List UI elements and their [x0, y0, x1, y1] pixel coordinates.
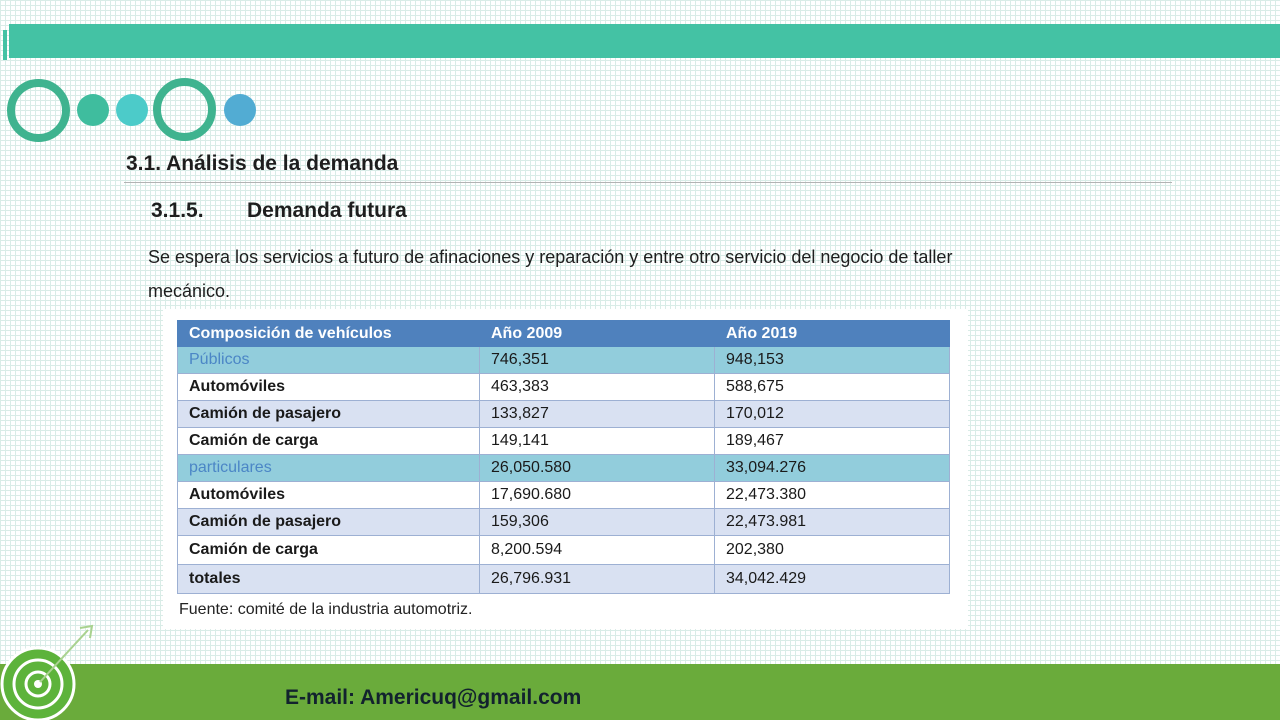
value-2019: 189,467	[715, 428, 950, 455]
dot-3	[224, 94, 256, 126]
table-row	[178, 401, 950, 428]
value-2009: 26,050.580	[480, 455, 715, 482]
value-2009: 463,383	[480, 374, 715, 401]
value-2019: 588,675	[715, 374, 950, 401]
bottom-accent-bar	[0, 664, 1280, 720]
table-row	[178, 509, 950, 536]
subsection-number: 3.1.5.	[151, 199, 204, 222]
header-composition: Composición de vehículos	[178, 321, 480, 347]
table-row	[178, 482, 950, 509]
table-image	[163, 309, 968, 629]
row-label: Automóviles	[178, 482, 480, 509]
row-label: Automóviles	[178, 374, 480, 401]
title-divider	[124, 182, 1172, 183]
value-2009: 26,796.931	[480, 565, 715, 594]
value-2009: 149,141	[480, 428, 715, 455]
table-row	[178, 536, 950, 565]
value-2019: 22,473.380	[715, 482, 950, 509]
subsection-heading	[151, 199, 407, 223]
ring-right	[153, 78, 216, 141]
table-row	[178, 347, 950, 374]
table-row	[178, 428, 950, 455]
top-bar-tick	[3, 30, 7, 60]
row-label: particulares	[178, 455, 480, 482]
row-label: Camión de pasajero	[178, 509, 480, 536]
table-row	[178, 374, 950, 401]
top-accent-bar	[9, 24, 1280, 58]
subsection-title: Demanda futura	[247, 199, 407, 222]
row-label: Públicos	[178, 347, 480, 374]
value-2009: 746,351	[480, 347, 715, 374]
value-2019: 948,153	[715, 347, 950, 374]
section-title: 3.1. Análisis de la demanda	[126, 152, 399, 175]
value-2019: 170,012	[715, 401, 950, 428]
ring-left	[7, 79, 70, 142]
row-label: Camión de pasajero	[178, 401, 480, 428]
value-2009: 159,306	[480, 509, 715, 536]
value-2019: 33,094.276	[715, 455, 950, 482]
vehicle-table	[177, 320, 950, 594]
value-2019: 34,042.429	[715, 565, 950, 594]
dot-1	[77, 94, 109, 126]
table-row	[178, 565, 950, 594]
target-icon	[0, 622, 100, 720]
table-header-row	[178, 321, 950, 347]
table-row	[178, 455, 950, 482]
table-source-note: Fuente: comité de la industria automotriz.	[179, 601, 473, 618]
contact-email[interactable]: E-mail: Americuq@gmail.com	[285, 686, 582, 709]
value-2009: 17,690.680	[480, 482, 715, 509]
value-2009: 8,200.594	[480, 536, 715, 565]
row-label: Camión de carga	[178, 536, 480, 565]
row-label: Camión de carga	[178, 428, 480, 455]
header-2019: Año 2019	[715, 321, 950, 347]
header-2009: Año 2009	[480, 321, 715, 347]
value-2009: 133,827	[480, 401, 715, 428]
value-2019: 22,473.981	[715, 509, 950, 536]
value-2019: 202,380	[715, 536, 950, 565]
dot-2	[116, 94, 148, 126]
row-label: totales	[178, 565, 480, 594]
intro-paragraph: Se espera los servicios a futuro de afinaciones y reparación y entre otro servicio del negocio de taller mecánico.	[148, 247, 953, 301]
